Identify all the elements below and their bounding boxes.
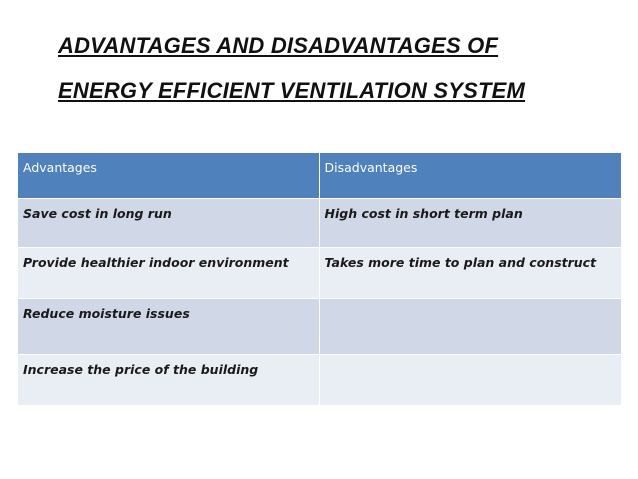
disadvantage-cell: High cost in short term plan xyxy=(319,199,621,248)
disadvantage-cell: Takes more time to plan and construct xyxy=(319,248,621,299)
advantage-cell: Increase the price of the building xyxy=(18,355,319,406)
table-row xyxy=(18,355,621,406)
advantage-cell: Reduce moisture issues xyxy=(18,299,319,355)
table-row xyxy=(18,248,621,299)
table-row xyxy=(18,199,621,248)
header-disadvantages: Disadvantages xyxy=(319,153,621,199)
slide-title-line-2: ENERGY EFFICIENT VENTILATION SYSTEM xyxy=(58,78,526,103)
table-row xyxy=(18,299,621,355)
slide-title-line-1: ADVANTAGES AND DISADVANTAGES OF xyxy=(58,33,499,58)
advantage-cell: Provide healthier indoor environment xyxy=(18,248,319,299)
comparison-table xyxy=(18,153,622,406)
header-advantages: Advantages xyxy=(18,153,319,199)
disadvantage-cell xyxy=(319,355,621,406)
advantage-cell: Save cost in long run xyxy=(18,199,319,248)
table-header-row xyxy=(18,153,621,199)
disadvantage-cell xyxy=(319,299,621,355)
